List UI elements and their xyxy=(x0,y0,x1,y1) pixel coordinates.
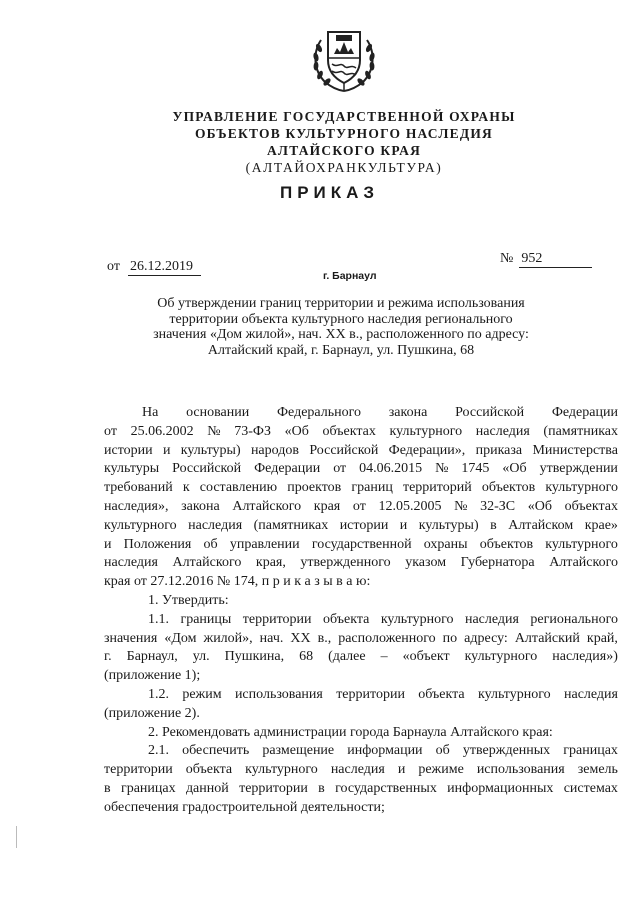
org-line-3: АЛТАЙСКОГО КРАЯ xyxy=(266,143,422,158)
word: от xyxy=(352,498,366,514)
word: значения xyxy=(104,630,158,646)
word: 32-ЗС xyxy=(480,498,516,514)
word: границах xyxy=(563,743,618,759)
word: об xyxy=(435,743,450,759)
word: данной xyxy=(185,780,229,796)
word: Российской xyxy=(172,461,242,477)
body-line xyxy=(104,479,618,498)
word: указом xyxy=(405,555,447,571)
word: Пушкина, xyxy=(224,649,285,665)
word: нач. xyxy=(259,630,284,646)
word: в., xyxy=(317,630,332,646)
word: наследия xyxy=(563,686,618,702)
word: территории xyxy=(104,762,173,778)
word: территорий xyxy=(402,480,472,496)
word: ул. xyxy=(192,649,210,665)
word: край, xyxy=(586,630,618,646)
word: в xyxy=(318,780,325,796)
word: (памятниках xyxy=(253,517,329,533)
order-date xyxy=(107,259,201,276)
word: объектов xyxy=(481,480,536,496)
item-2-1-line xyxy=(104,780,618,799)
word: по xyxy=(442,630,458,646)
word: «Об xyxy=(284,423,309,439)
subject-line: Алтайский край, г. Барнаул, ул. Пушкина, 68 xyxy=(207,342,475,358)
word: XX xyxy=(290,630,311,646)
word: 68 xyxy=(299,649,314,665)
order-number xyxy=(500,251,592,268)
item-1-1-line xyxy=(104,611,618,630)
word: наследия xyxy=(188,517,243,533)
word: расположенного xyxy=(338,630,436,646)
word: закона xyxy=(181,498,220,514)
word: № xyxy=(435,461,449,477)
word: объекта xyxy=(418,686,465,702)
word: управлении xyxy=(229,536,300,552)
item-1-heading: 1. Утвердить: xyxy=(148,592,229,608)
word: территории xyxy=(242,611,312,627)
word: использования xyxy=(476,762,565,778)
item-1-1-line: (приложение 1); xyxy=(104,668,201,684)
word: объекта xyxy=(185,762,233,778)
body-line xyxy=(104,404,618,423)
body-line xyxy=(104,517,618,536)
word: культурного xyxy=(545,536,618,552)
word: крае» xyxy=(584,517,618,533)
order-subject xyxy=(118,296,564,358)
word: Алтайском xyxy=(508,517,574,533)
word: обеспечить xyxy=(182,743,250,759)
subject-line: значения «Дом жилой», нач. XX в., расположенного по адресу: xyxy=(153,327,529,342)
word: утвержденного xyxy=(300,555,391,571)
word: Федерации», xyxy=(388,442,466,458)
word: информационных xyxy=(447,780,554,796)
word: наследия») xyxy=(552,649,618,665)
word: культурного xyxy=(245,762,318,778)
word: границы xyxy=(180,611,232,627)
word: основании xyxy=(186,405,250,420)
word: от xyxy=(104,423,117,439)
word: приказа xyxy=(475,442,523,458)
word: территории xyxy=(239,780,308,796)
date-prefix: от xyxy=(107,259,120,274)
word: № xyxy=(207,423,221,439)
word: № xyxy=(454,498,468,514)
word: объектах xyxy=(322,423,376,439)
word: культурного xyxy=(464,649,538,665)
word: Федерации xyxy=(551,405,618,420)
body-line xyxy=(104,423,618,442)
margin-mark xyxy=(16,826,17,848)
date-value: 26.12.2019 xyxy=(128,259,201,276)
word: истории xyxy=(339,517,389,533)
number-value: 952 xyxy=(519,251,592,268)
word: культурного xyxy=(389,423,463,439)
word: регионального xyxy=(530,611,618,627)
word: Российской xyxy=(309,442,379,458)
org-line-2: ОБЪЕКТОВ КУЛЬТУРНОГО НАСЛЕДИЯ xyxy=(194,126,494,141)
body-line xyxy=(104,460,618,479)
word: 1745 xyxy=(461,461,490,477)
subject-line: территории объекта культурного наследия регионального xyxy=(169,311,513,327)
word: размещение xyxy=(262,743,335,759)
item-2-1-line: обеспечения градостроительной деятельности; xyxy=(104,799,385,815)
body-line xyxy=(104,442,618,461)
word: «Дом xyxy=(164,630,197,646)
city-label: г. Барнаул xyxy=(323,270,377,282)
order-body xyxy=(104,404,618,818)
word: Федерации xyxy=(254,461,321,477)
word: наследия xyxy=(475,423,530,439)
word: наследия xyxy=(330,762,385,778)
word: требований xyxy=(104,480,173,496)
word: культурного xyxy=(380,611,454,627)
word: культурного xyxy=(477,686,551,702)
word: и xyxy=(399,517,408,533)
word: культуры xyxy=(104,461,160,477)
word: к xyxy=(182,480,190,496)
word: края xyxy=(313,498,341,514)
word: культурного xyxy=(104,517,177,533)
item-2-heading: 2. Рекомендовать администрации города Барнаула Алтайского края: xyxy=(148,724,553,740)
org-abbreviation: (АЛТАЙОХРАНКУЛЬТУРА) xyxy=(245,160,443,175)
word: (далее xyxy=(328,649,366,665)
word: 25.06.2002 xyxy=(130,423,194,439)
word: и xyxy=(397,762,406,778)
document-type-title: ПРИКАЗ xyxy=(280,183,380,202)
word: жилой», xyxy=(203,630,253,646)
word: Положения xyxy=(123,536,192,552)
organization-name xyxy=(150,108,538,176)
word: территории xyxy=(336,686,405,702)
item-1-2-line: (приложение 2). xyxy=(104,705,200,721)
body-line xyxy=(104,498,618,517)
body-line xyxy=(104,536,618,555)
word: края, xyxy=(255,555,286,571)
word: объектах xyxy=(564,498,618,514)
word: 2.1. xyxy=(148,743,169,759)
word: Алтайский xyxy=(514,630,580,646)
body-line: края от 27.12.2016 № 174, п р и к а з ы в а ю: xyxy=(104,574,371,590)
word: Федерального xyxy=(277,405,362,420)
word: наследия», xyxy=(104,498,169,514)
word: 12.05.2005 xyxy=(378,498,442,514)
word: утверждении xyxy=(539,461,618,477)
word: и xyxy=(104,536,112,552)
word: (памятниках xyxy=(543,423,618,439)
word: составлению xyxy=(199,480,278,496)
item-1-1-line xyxy=(104,630,618,649)
word: наследия xyxy=(464,611,519,627)
word: культуры) xyxy=(418,517,479,533)
word: г. xyxy=(104,649,112,665)
item-1-1-line xyxy=(104,648,618,667)
word: и xyxy=(162,442,171,458)
word: Барнаул, xyxy=(126,649,178,665)
word: – xyxy=(380,649,388,665)
word: государственных xyxy=(335,780,437,796)
word: культуры) xyxy=(180,442,241,458)
word: «Об xyxy=(502,461,527,477)
word: 73-ФЗ xyxy=(234,423,271,439)
word: системах xyxy=(563,780,618,796)
word: земель xyxy=(577,762,618,778)
word: Алтайского xyxy=(172,555,242,571)
subject-line: Об утверждении границ территории и режима использования xyxy=(157,296,525,311)
word: Министерства xyxy=(532,442,618,458)
item-2-1-line xyxy=(104,742,618,761)
word: охраны xyxy=(423,536,468,552)
word: «объект xyxy=(402,649,450,665)
word: использования xyxy=(234,686,323,702)
word: адресу: xyxy=(464,630,508,646)
word: утвержденных xyxy=(462,743,551,759)
word: На xyxy=(142,405,159,420)
word: объекта xyxy=(323,611,370,627)
word: народов xyxy=(250,442,299,458)
word: Российской xyxy=(455,405,525,420)
word: режим xyxy=(182,686,222,702)
word: режиме xyxy=(418,762,464,778)
word: в xyxy=(104,780,111,796)
word: проектов xyxy=(287,480,342,496)
word: культурного xyxy=(545,480,618,496)
word: информации xyxy=(347,743,423,759)
word: Губернатора xyxy=(460,555,535,571)
word: 1.2. xyxy=(148,686,169,702)
number-sign: № xyxy=(500,251,514,266)
word: Алтайского xyxy=(232,498,302,514)
word: от xyxy=(333,461,347,477)
coat-of-arms-emblem xyxy=(307,24,381,94)
org-line-1: УПРАВЛЕНИЕ ГОСУДАРСТВЕННОЙ ОХРАНЫ xyxy=(172,109,516,124)
word: наследия xyxy=(104,555,158,571)
word: границах xyxy=(120,780,176,796)
word: «Об xyxy=(527,498,552,514)
word: закона xyxy=(388,405,428,420)
word: объектов xyxy=(479,536,534,552)
item-2-1-line xyxy=(104,761,618,780)
body-line xyxy=(104,554,618,573)
word: в xyxy=(490,517,497,533)
word: государственной xyxy=(311,536,412,552)
word: об xyxy=(203,536,218,552)
word: истории xyxy=(104,442,153,458)
word: 04.06.2015 xyxy=(359,461,423,477)
item-1-2-line xyxy=(104,686,618,705)
word: границ xyxy=(351,480,393,496)
word: 1.1. xyxy=(148,611,169,627)
word: Алтайского xyxy=(549,555,618,571)
